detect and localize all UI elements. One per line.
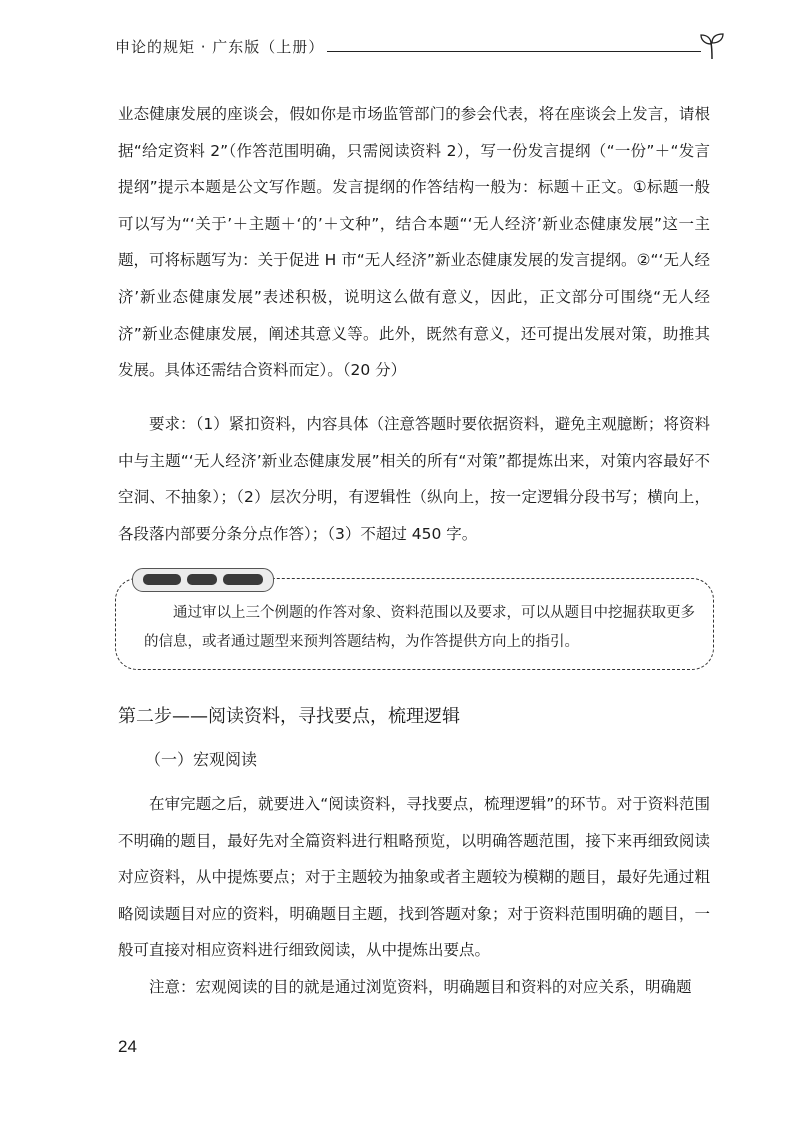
tip-badge-icon	[132, 568, 274, 592]
header-rule	[327, 51, 701, 52]
tip-text: 通过审以上三个例题的作答对象、资料范围以及要求，可以从题目中挖掘获取更多的信息，或者通过题型来预判答题结构，为作答提供方向上的指引。	[144, 605, 695, 650]
section-heading: 第二步——阅读资料，寻找要点，梳理逻辑	[118, 706, 460, 727]
question-block	[118, 96, 710, 389]
section-paragraph-1: 在审完题之后，就要进入“阅读资料，寻找要点，梳理逻辑”的环节。对于资料范围不明确的题目，最好先对全篇资料进行粗略预览，以明确答题范围，接下来再细致阅读对应资料，从中提炼要点；对于主题较为抽象或者主题较为模糊的题目，最好先通过粗略阅读题目对应的资料，明确题目主题，找到答题对象；对于资料范围明确的题目，一般可直接对相应资料进行细致阅读，从中提炼出要点。	[118, 795, 710, 960]
section-subheading: （一）宏观阅读	[145, 750, 258, 769]
sprout-icon	[699, 32, 725, 60]
page-number: 24	[118, 1037, 137, 1056]
requirement-paragraph: 要求：（1）紧扣资料，内容具体（注意答题时要依据资料，避免主观臆断；将资料中与主题“‘无人经济’新业态健康发展”相关的所有“对策”都提炼出来，对策内容最好不空洞、不抽象）；（2）层次分明，有逻辑性（纵向上，按一定逻辑分段书写；横向上，各段落内部要分条分点作答）；（3）不超过 450 字。	[118, 415, 710, 543]
section-paragraph-2: 注意：宏观阅读的目的就是通过浏览资料，明确题目和资料的对应关系，明确题	[149, 977, 692, 996]
requirement-block	[118, 406, 710, 552]
running-title: 申论的规矩 · 广东版（上册）	[115, 38, 325, 56]
running-header	[115, 32, 725, 62]
section-body	[118, 786, 710, 1006]
question-paragraph: 业态健康发展的座谈会，假如你是市场监管部门的参会代表，将在座谈会上发言，请根据“给定资料 2”（作答范围明确，只需阅读资料 2），写一份发言提纲（“一份”＋“发言提纲”提示本题是公文写作题。发言提纲的作答结构一般为：标题＋正文。①标题一般可以写为“‘关于’＋主题＋‘的’＋文种”，结合本题“‘无人经济’新业态健康发展”这一主题，可将标题写为：关于促进 H 市“无人经济”新业态健康发展的发言提纲。②“‘无人经济’新业态健康发展”表述积极，说明这么做有意义，因此，正文部分可围绕“无人经济”新业态健康发展，阐述其意义等。此外，既然有意义，还可提出发展对策，助推其发展。具体还需结合资料而定）。（20 分）	[118, 105, 710, 380]
tip-box	[115, 578, 714, 670]
